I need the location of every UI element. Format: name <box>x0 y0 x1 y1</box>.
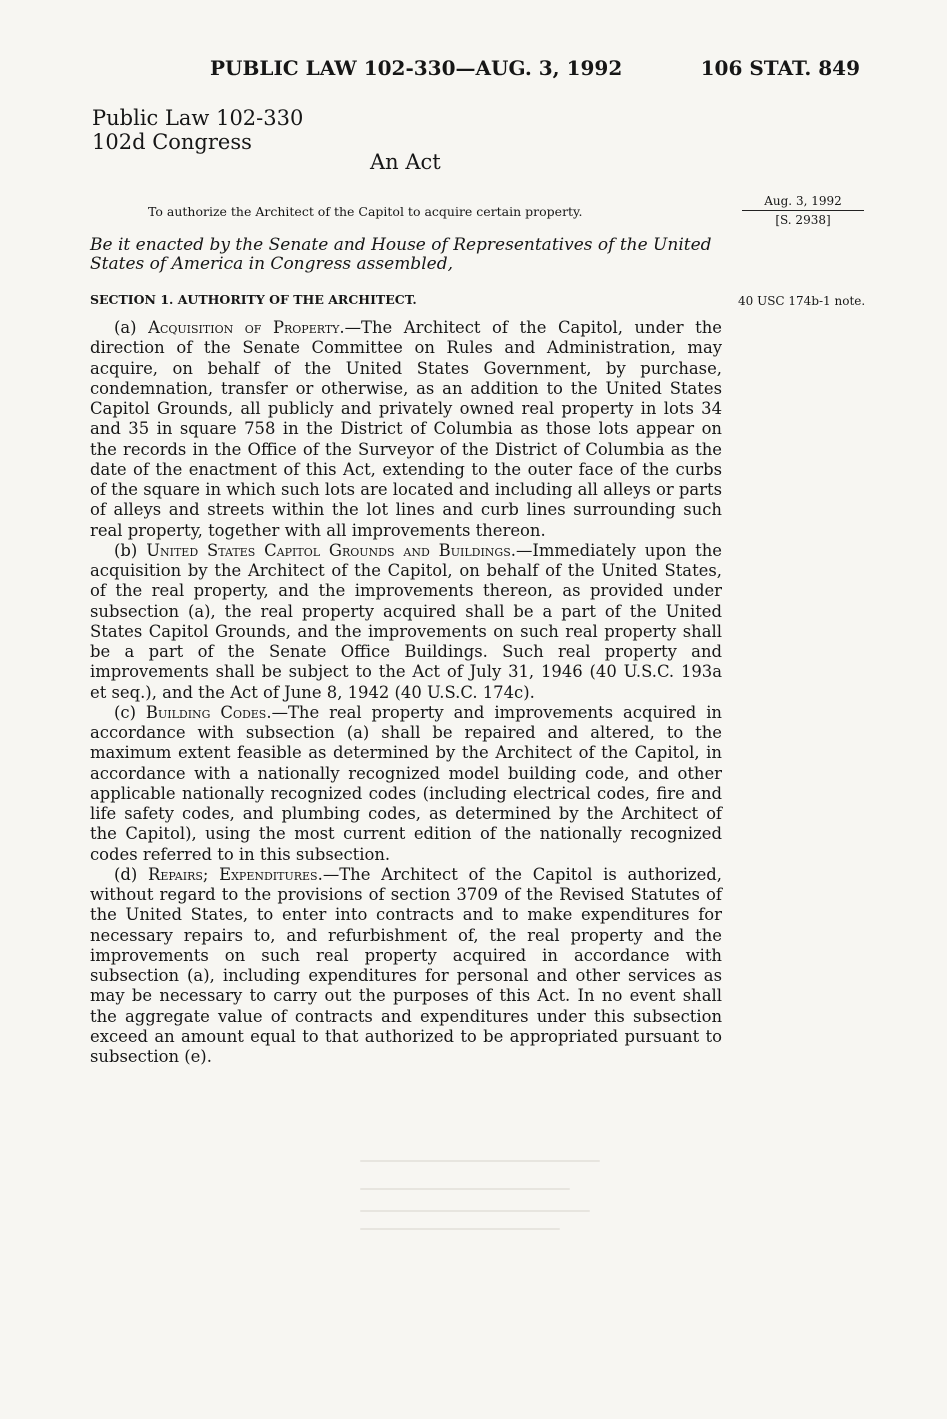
enacting-clause: Be it enacted by the Senate and House of Representatives of the United States of America in Congress assembled, <box>90 235 712 274</box>
subsection-text: The real property and improvements acquired in accordance with subsection (a) shall be repaired and altered, to the maximum extent feasible as determined by the Architect of the Capitol, in accordance with a nationally recognized model building code, and other applicable nationally recognized codes (including electrical codes, fire and life safety codes, and plumbing codes, as determined by the Architect of the Capitol), using the most current edition of the nationally recognized codes referred to in this subsection. <box>90 702 722 864</box>
subsection-c: (c) Building Codes.—The real property and improvements acquired in accordance with subsection (a) shall be repaired and altered, to the maximum extent feasible as determined by the Architect of the Capitol, in accordance with a nationally recognized model building code, and other applicable nationally recognized codes (including electrical codes, fire and life safety codes, and plumbing codes, as determined by the Architect of the Capitol), using the most current edition of the nationally recognized codes referred to in this subsection. <box>90 702 722 864</box>
public-law-number: Public Law 102-330 <box>92 106 304 130</box>
congress-label: 102d Congress <box>92 130 252 154</box>
running-head-title: PUBLIC LAW 102-330—AUG. 3, 1992 <box>210 56 623 80</box>
section-body <box>90 318 722 1067</box>
subsection-heading: United States Capitol Grounds and Buildings. <box>146 540 516 560</box>
show-through-mark <box>360 1228 560 1230</box>
bill-number: [S. 2938] <box>775 213 831 227</box>
subsection-text: Immediately upon the acquisition by the Architect of the Capitol, on behalf of the United States, of the real property, and the improvements thereon, as provided under subsection (a), the real property acquired shall be a part of the United States Capitol Grounds, and the improvements on such real property shall be a part of the Senate Office Buildings. Such real property and improvements shall be subject to the Act of July 31, 1946 (40 U.S.C. 193a et seq.), and the Act of June 8, 1942 (40 U.S.C. 174c). <box>90 540 722 702</box>
subsection-label: (b) <box>114 540 138 560</box>
subsection-text: The Architect of the Capitol, under the direction of the Senate Committee on Rules and Administration, may acquire, on behalf of the United States Government, by purchase, condemnation, transfer or otherwise, as an addition to the United States Capitol Grounds, all publicly and privately owned real property in lots 34 and 35 in square 758 in the District of Columbia as those lots appear on the records in the Office of the Surveyor of the District of Columbia as the date of the enactment of this Act, extending to the outer face of the curbs of the square in which such lots are located and including all alleys or parts of alleys and streets within the lot lines and curb lines surrounding such real property, together with all improvements thereon. <box>90 318 722 540</box>
subsection-heading: Building Codes. <box>145 702 272 722</box>
show-through-mark <box>360 1188 570 1190</box>
subsection-a: (a) Acquisition of Property.—The Architect of the Capitol, under the direction of the Senate Committee on Rules and Administration, may acquire, on behalf of the United States Government, by purchase, condemnation, transfer or otherwise, as an addition to the United States Capitol Grounds, all publicly and privately owned real property in lots 34 and 35 in square 758 in the District of Columbia as those lots appear on the records in the Office of the Surveyor of the District of Columbia as the date of the enactment of this Act, extending to the outer face of the curbs of the square in which such lots are located and including all alleys or parts of alleys and streets within the lot lines and curb lines surrounding such real property, together with all improvements thereon. <box>90 318 722 540</box>
subsection-b: (b) United States Capitol Grounds and Buildings.—Immediately upon the acquisition by the Architect of the Capitol, on behalf of the United States, of the real property, and the improvements thereon, as provided under subsection (a), the real property acquired shall be a part of the United States Capitol Grounds, and the improvements on such real property shall be a part of the Senate Office Buildings. Such real property and improvements shall be subject to the Act of July 31, 1946 (40 U.S.C. 193a et seq.), and the Act of June 8, 1942 (40 U.S.C. 174c). <box>90 540 722 702</box>
margin-note-date <box>742 194 864 227</box>
subsection-text: The Architect of the Capitol is authorized, without regard to the provisions of section 3709 of the Revised Statutes of the United States, to enter into contracts and to make expenditures for necessary repairs to, and refurbishment of, the real property and the improvements on such real property acquired in accordance with subsection (a), including expenditures for personal and other services as may be necessary to carry out the purposes of this Act. In no event shall the aggregate value of contracts and expenditures under this subsection exceed an amount equal to that authorized to be appropriated pursuant to subsection (e). <box>90 864 722 1066</box>
act-heading: An Act <box>370 150 441 174</box>
subsection-label: (d) <box>114 864 138 884</box>
enactment-date: Aug. 3, 1992 <box>742 194 864 211</box>
margin-note-citation: 40 USC 174b-1 note. <box>738 294 866 308</box>
stat-page-number: 106 STAT. 849 <box>700 56 860 80</box>
subsection-d: (d) Repairs; Expenditures.—The Architect of the Capitol is authorized, without regard to the provisions of section 3709 of the Revised Statutes of the United States, to enter into contracts and to make expenditures for necessary repairs to, and refurbishment of, the real property and the improvements on such real property acquired in accordance with subsection (a), including expenditures for personal and other services as may be necessary to carry out the purposes of this Act. In no event shall the aggregate value of contracts and expenditures under this subsection exceed an amount equal to that authorized to be appropriated pursuant to subsection (e). <box>90 864 722 1066</box>
subsection-label: (c) <box>114 702 136 722</box>
section-heading: SECTION 1. AUTHORITY OF THE ARCHITECT. <box>90 292 417 307</box>
running-head <box>90 56 860 86</box>
subsection-heading: Acquisition of Property. <box>148 318 345 337</box>
act-purpose: To authorize the Architect of the Capitol to acquire certain property. <box>148 204 583 219</box>
show-through-mark <box>360 1210 590 1212</box>
subsection-label: (a) <box>114 318 137 337</box>
show-through-mark <box>360 1160 600 1162</box>
subsection-heading: Repairs; Expenditures. <box>148 864 323 884</box>
